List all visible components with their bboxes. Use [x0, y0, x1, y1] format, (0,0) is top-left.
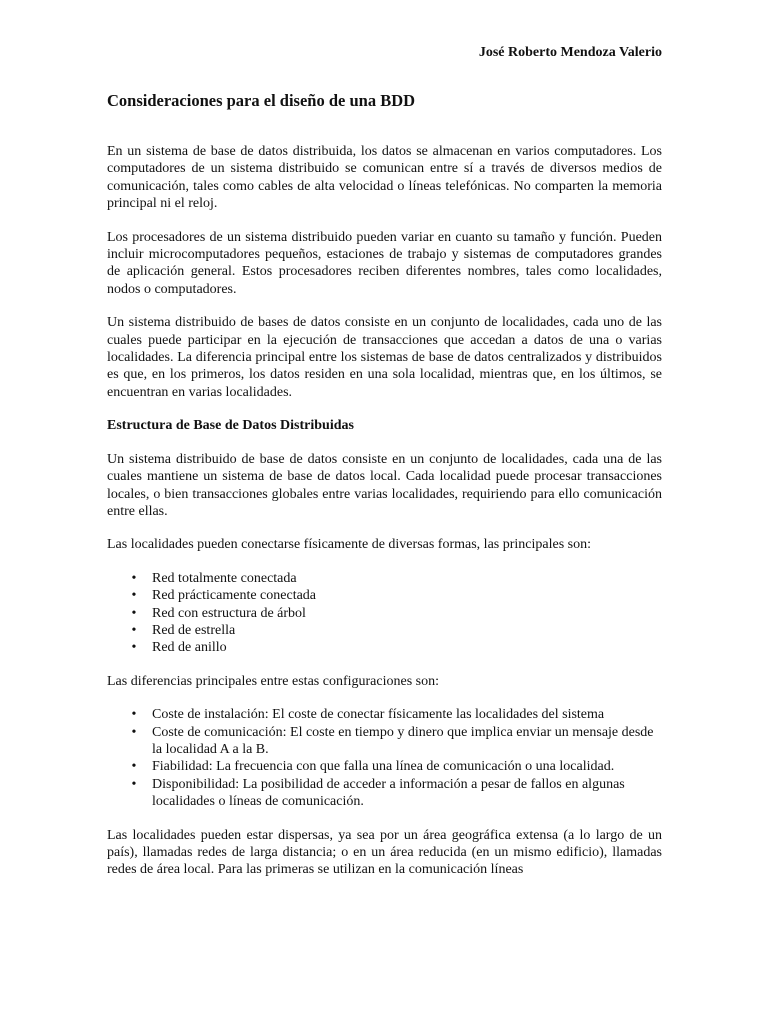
bullet-icon: •: [131, 605, 137, 621]
bullet-icon: •: [131, 622, 137, 638]
list-item-text: Red de anillo: [152, 640, 227, 656]
intro-paragraph-1: En un sistema de base de datos distribuida, los datos se almacenan en varios computadores. Los computadores de un sistema distribuido se comunican entre sí a través de diversos medios de comunicación, tales como cables de alta velocidad o líneas telefónicas. No comparten la memoria principal ni el reloj.: [107, 144, 662, 212]
list-item: [131, 724, 662, 759]
list-item-text: Disponibilidad: La posibilidad de acceder a información a pesar de fallos en algunas localidades o líneas de comunicación.: [152, 776, 625, 810]
differences-intro: Las diferencias principales entre estas configuraciones son:: [107, 673, 439, 689]
list-item: [131, 587, 662, 604]
list-item: [131, 570, 662, 587]
list-item-text: Coste de comunicación: El coste en tiempo y dinero que implica enviar un mensaje desde la localidad A a la B.: [152, 724, 654, 757]
intro-paragraph-3: Un sistema distribuido de bases de datos consiste en un conjunto de localidades, cada uno de las cuales puede participar en la ejecución de transacciones que accedan a datos de una o varias localidades. La diferencia principal entre los sistemas de base de datos centralizados y distribuidos es que, en los primeros, los datos residen en una sola localidad, mientras que, en los últimos, se encuentran en varias localidades.: [107, 315, 662, 400]
closing-paragraph: Las localidades pueden estar dispersas, ya sea por un área geográfica extensa (a lo largo de un país), llamadas redes de larga distancia; o en un área reducida (en un mismo edificio), llamadas redes de área local. Para las primeras se utilizan en la comunicación líneas: [107, 827, 662, 878]
list-item-text: Red con estructura de árbol: [152, 605, 306, 621]
document-page: [107, 0, 662, 1024]
list-item: [131, 622, 662, 639]
bullet-icon: •: [131, 759, 137, 775]
list-item-text: Coste de instalación: El coste de conectar físicamente las localidades del sistema: [152, 707, 605, 723]
list-item: [131, 605, 662, 622]
connection-types-list: [107, 570, 662, 657]
bullet-icon: •: [131, 640, 137, 656]
connections-intro: Las localidades pueden conectarse físicamente de diversas formas, las principales son:: [107, 537, 591, 553]
list-item-text: Fiabilidad: La frecuencia con que falla una línea de comunicación o una localidad.: [152, 759, 615, 775]
document-body: [107, 143, 662, 895]
list-item-text: Red totalmente conectada: [152, 570, 297, 586]
bullet-icon: •: [131, 707, 137, 723]
section-heading: Estructura de Base de Datos Distribuidas: [107, 418, 354, 434]
differences-list: [107, 706, 662, 810]
intro-paragraph-2: Los procesadores de un sistema distribuido pueden variar en cuanto su tamaño y función. Pueden incluir microcomputadores pequeños, estaciones de trabajo y sistemas de computadores grandes de aplicación general. Estos procesadores reciben diferentes nombres, tales como localidades, nodos o computadores.: [107, 229, 662, 297]
bullet-icon: •: [131, 776, 137, 792]
bullet-icon: •: [131, 570, 137, 586]
list-item-text: Red de estrella: [152, 622, 236, 638]
list-item: [131, 706, 662, 723]
document-title: Consideraciones para el diseño de una BDD: [107, 91, 416, 110]
list-item-text: Red prácticamente conectada: [152, 588, 317, 604]
list-item: [131, 639, 662, 656]
list-item: [131, 776, 662, 811]
list-item: [131, 758, 662, 775]
bullet-icon: •: [131, 724, 137, 740]
author-name: José Roberto Mendoza Valerio: [478, 45, 662, 60]
bullet-icon: •: [131, 588, 137, 604]
section-paragraph: Un sistema distribuido de base de datos consiste en un conjunto de localidades, cada una de las cuales mantiene un sistema de base de datos local. Cada localidad puede procesar transacciones locales, o bien transacciones globales entre varias localidades, requiriendo para ello comunicación entre ellas.: [107, 451, 662, 519]
